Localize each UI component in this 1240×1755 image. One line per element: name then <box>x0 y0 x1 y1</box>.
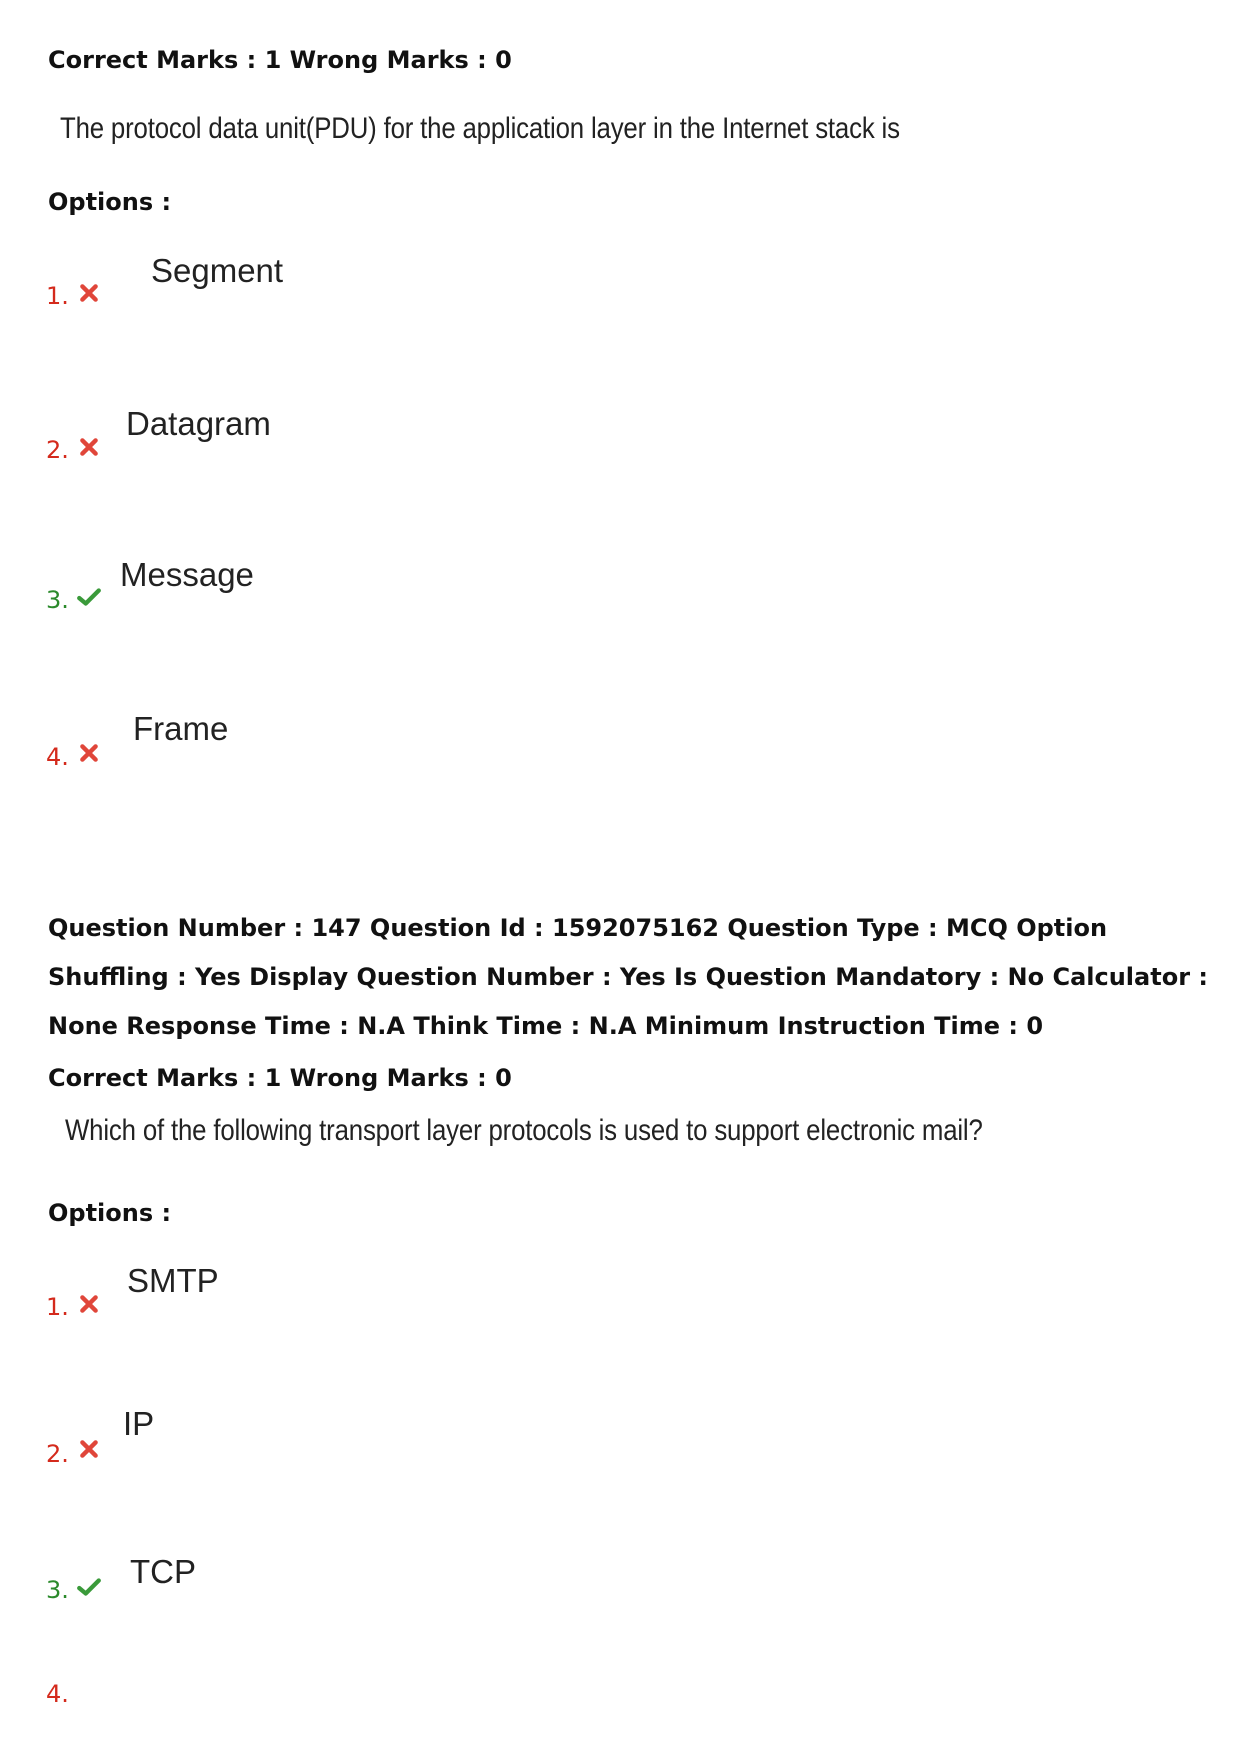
q146-option-3-text: Message <box>120 556 254 593</box>
q147-option-4-number: 4. <box>46 1680 69 1708</box>
q146-option-2-number: 2. <box>46 436 69 464</box>
q146-question-text: The protocol data unit(PDU) for the application layer in the Internet stack is <box>60 112 900 145</box>
q147-meta: Question Number : 147 Question Id : 1592075162 Question Type : MCQ Option Shuffling : Yes Display Question Number : Yes Is Question Mandatory : No Calculator : None Response Time : N.A Think Time : N.A Minimum Instruction Time : 0 <box>48 914 1208 1040</box>
q147-option-1-number: 1. <box>46 1293 69 1321</box>
cross-icon <box>78 1438 100 1460</box>
q147-option-2-text: IP <box>123 1405 155 1442</box>
q147-marks: Correct Marks : 1 Wrong Marks : 0 <box>48 1064 512 1092</box>
q146-marks: Correct Marks : 1 Wrong Marks : 0 <box>48 46 512 74</box>
q147-option-2-number: 2. <box>46 1440 69 1468</box>
q146-option-3-number: 3. <box>46 586 69 614</box>
q147-question-text: Which of the following transport layer protocols is used to support electronic mail? <box>65 1114 983 1147</box>
q146-options-label: Options : <box>48 188 172 216</box>
check-icon <box>76 586 102 608</box>
q146-option-1-text: Segment <box>151 252 284 289</box>
q147-option-3-number: 3. <box>46 1576 69 1604</box>
q146-option-4-number: 4. <box>46 743 69 771</box>
check-icon <box>76 1576 102 1598</box>
q146-option-1-number: 1. <box>46 282 69 310</box>
q147-options-label: Options : <box>48 1199 172 1227</box>
cross-icon <box>78 742 100 764</box>
q147-option-3-text: TCP <box>130 1553 196 1590</box>
q146-option-4-text: Frame <box>133 710 229 747</box>
cross-icon <box>78 436 100 458</box>
q146-option-2-text: Datagram <box>126 405 271 442</box>
cross-icon <box>78 1293 100 1315</box>
q147-option-1-text: SMTP <box>127 1262 219 1299</box>
cross-icon <box>78 282 100 304</box>
